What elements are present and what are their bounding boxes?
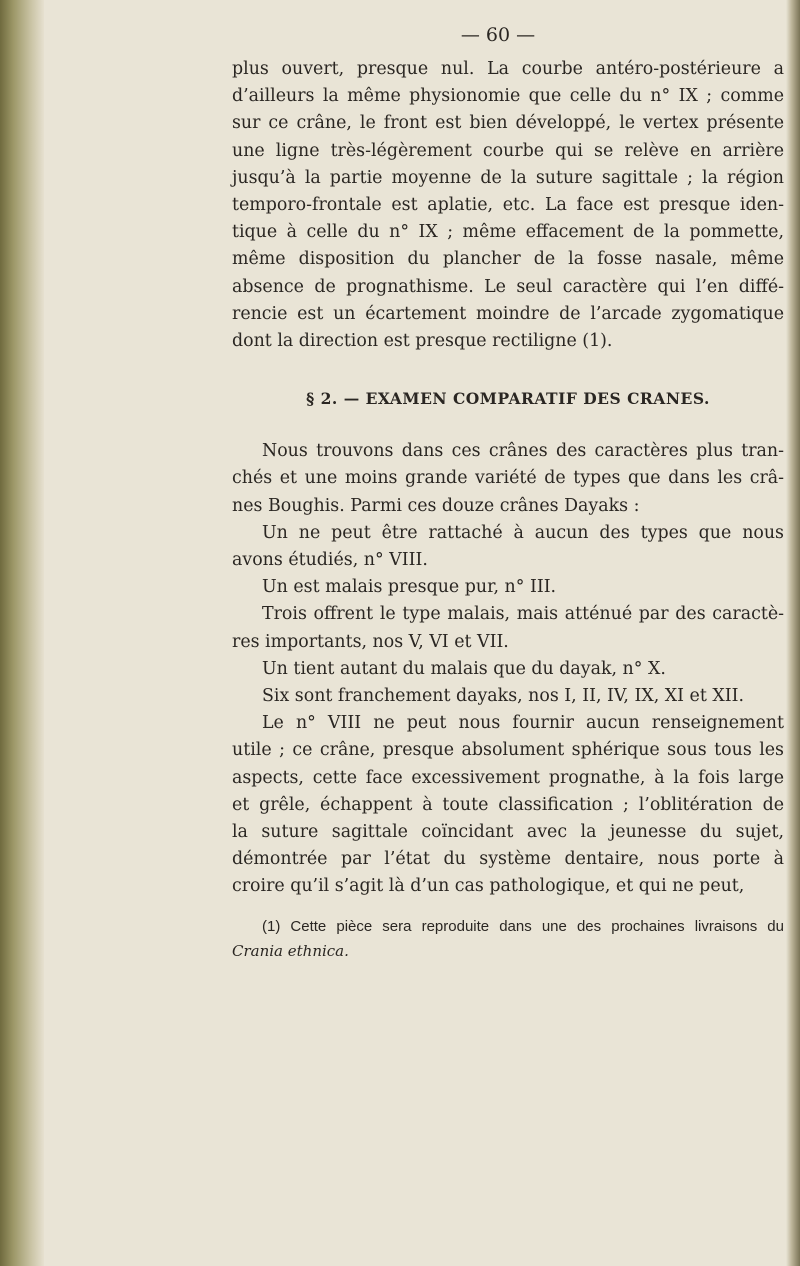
text-line: Nous trouvons dans ces crânes des caractères plus tran- bbox=[262, 441, 784, 462]
book-spine-shadow bbox=[0, 0, 44, 1266]
text-line: Le n° VIII ne peut nous fournir aucun renseignement bbox=[262, 713, 784, 734]
section-title: § 2. — EXAMEN COMPARATIF DES CRANES. bbox=[306, 389, 710, 409]
paragraph-intro bbox=[232, 438, 784, 520]
text-line: une ligne très-légèrement courbe qui se relève en arrière bbox=[232, 140, 784, 161]
text-line: (1) Cette pièce sera reproduite dans une des prochaines livraisons du bbox=[262, 917, 784, 935]
paragraph-type-dayak bbox=[232, 683, 784, 710]
text-line: absence de prognathisme. Le seul caractère qui l’en diffé- bbox=[232, 276, 784, 297]
text-line: aspects, cette face excessivement prognathe, à la fois large bbox=[232, 767, 784, 788]
text-line: plus ouvert, presque nul. La courbe antéro-postérieure a bbox=[232, 59, 784, 79]
page-body bbox=[232, 24, 784, 963]
text-line: même disposition du plancher de la fosse nasale, même bbox=[232, 249, 784, 270]
text-line: utile ; ce crâne, presque absolument sphérique sous tous les bbox=[232, 740, 784, 761]
text-line: Un ne peut être rattaché à aucun des types que nous bbox=[262, 522, 784, 543]
book-page bbox=[56, 0, 784, 1266]
text-line: dont la direction est presque rectiligne (1). bbox=[232, 331, 613, 352]
text-line: temporo-frontale est aplatie, etc. La face est presque iden- bbox=[232, 195, 784, 216]
page-number: — 60 — bbox=[460, 24, 536, 46]
text-line: tique à celle du n° IX ; même effacement de la pommette, bbox=[232, 222, 784, 243]
text-line: Un tient autant du malais que du dayak, n° X. bbox=[262, 658, 666, 679]
text-line: res importants, nos V, VI et VII. bbox=[232, 631, 509, 652]
footnote bbox=[232, 915, 784, 963]
text-line: Un est malais presque pur, n° III. bbox=[262, 577, 557, 598]
text-line: Trois offrent le type malais, mais atténué par des caractè- bbox=[262, 604, 784, 625]
text-line: et grêle, échappent à toute classification ; l’oblitération de bbox=[232, 794, 784, 815]
text-line: sur ce crâne, le front est bien développé, le vertex présente bbox=[232, 113, 784, 134]
text-line: croire qu’il s’agit là d’un cas pathologique, et qui ne peut, bbox=[232, 876, 745, 897]
text-line: rencie est un écartement moindre de l’arcade zygomatique bbox=[232, 303, 784, 324]
text-line: démontrée par l’état du système dentaire, nous porte à bbox=[232, 849, 784, 870]
page-edge-shadow bbox=[786, 0, 800, 1266]
text-line: jusqu’à la partie moyenne de la suture sagittale ; la région bbox=[232, 167, 784, 188]
text-line: avons étudiés, n° VIII. bbox=[232, 550, 428, 571]
text-line: chés et une moins grande variété de types que dans les crâ- bbox=[232, 468, 784, 489]
paragraph-continuation bbox=[232, 56, 784, 355]
paragraph-type-none bbox=[232, 520, 784, 574]
text-line: la suture sagittale coïncidant avec la jeunesse du sujet, bbox=[232, 822, 784, 843]
paragraph-type-attenuated bbox=[232, 601, 784, 655]
text-line: Crania ethnica. bbox=[232, 941, 349, 960]
text-line: d’ailleurs la même physionomie que celle du n° IX ; comme bbox=[232, 86, 784, 107]
paragraph-case-viii bbox=[232, 710, 784, 900]
paragraph-type-mixed bbox=[232, 656, 784, 683]
text-line: nes Boughis. Parmi ces douze crânes Dayaks : bbox=[232, 495, 640, 516]
paragraph-type-malay bbox=[232, 574, 784, 601]
text-line: Six sont franchement dayaks, nos I, II, IV, IX, XI et XII. bbox=[262, 686, 745, 707]
